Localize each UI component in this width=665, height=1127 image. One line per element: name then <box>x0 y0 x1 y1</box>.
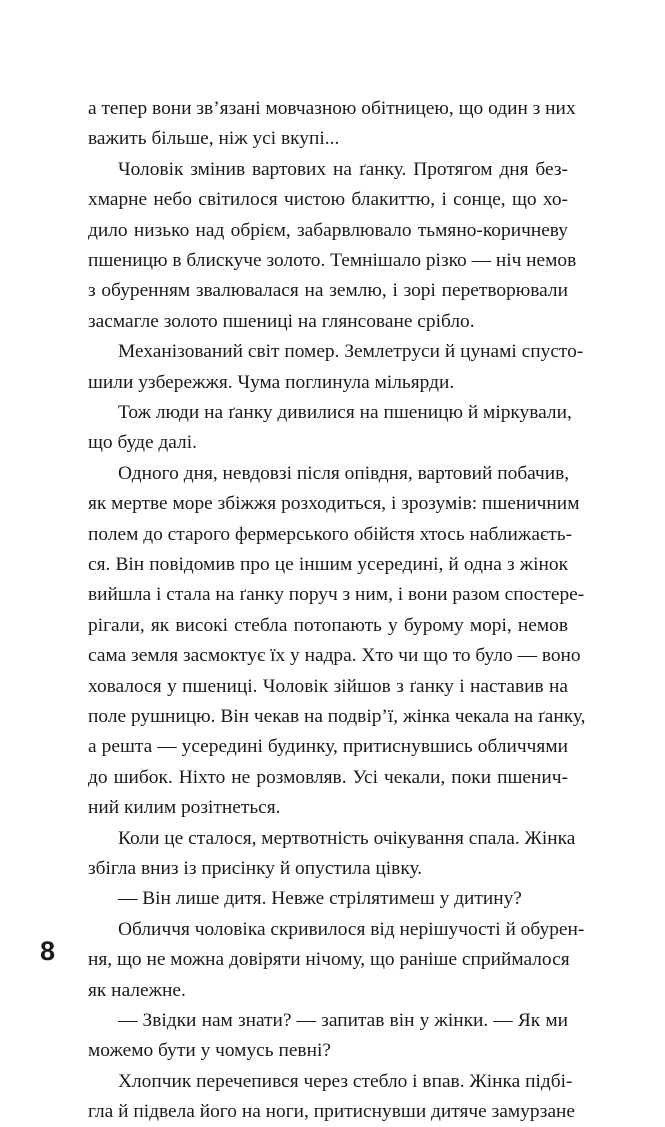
text-line: можемо бути у чомусь певні? <box>88 1040 331 1062</box>
text-line: Хлопчик перечепився через стебло і впав. Жінка підбі- <box>118 1070 573 1092</box>
text-line: як мертве море збіжжя розходиться, і зрозумів: пшеничним <box>88 493 580 515</box>
text-line: як належне. <box>88 979 186 1001</box>
text-line: полем до старого фермерського обійстя хтось наближаєть- <box>88 523 573 545</box>
text-line: а тепер вони зв’язані мовчазною обітницею, що один з них <box>88 98 576 119</box>
page-number: 8 <box>40 936 56 966</box>
text-line: дило низько над обрієм, забарвлювало тьмяно-коричневу <box>88 219 568 241</box>
text-line: гла й підвела його на ноги, притиснувши дитяче замурзане <box>88 1101 576 1123</box>
text-line: шили узбережжя. Чума поглинула мільярди. <box>88 371 455 393</box>
text-line: Одного дня, невдовзі після опівдня, вартовий побачив, <box>118 462 570 484</box>
text-line: сама земля засмоктує їх у надра. Хто чи що то було — воно <box>88 645 581 667</box>
text-line: рігали, як високі стебла потопають у бурому морі, немов <box>88 614 568 636</box>
text-line: — Він лише дитя. Невже стрілятимеш у дитину? <box>118 888 522 910</box>
text-line: ся. Він повідомив про це іншим усередині, й одна з жінок <box>88 554 568 575</box>
text-line: ний килим розітнеться. <box>88 797 281 819</box>
text-line: Чоловік змінив вартових на ґанку. Протягом дня без- <box>118 158 568 180</box>
text-line: ховалося у пшениці. Чоловік зійшов з ґанку і наставив на <box>88 675 568 697</box>
text-line: Обличчя чоловіка скривилося від нерішучості й обурен- <box>118 918 585 940</box>
text-line: до шибок. Ніхто не розмовляв. Усі чекали, поки пшенич- <box>88 766 568 788</box>
text-line: поле рушницю. Він чекав на подвір’ї, жінка чекала на ґанку, <box>88 706 586 727</box>
text-line: що буде далі. <box>88 432 197 454</box>
text-line: Механізований світ помер. Землетруси й цунамі спусто- <box>118 341 584 363</box>
text-line: важить більше, ніж усі вкупі... <box>88 128 340 150</box>
text-line: хмарне небо світилося чистою блакиттю, і сонце, що хо- <box>88 189 568 211</box>
text-line: збігла вниз із присінку й опустила цівку. <box>88 858 423 879</box>
text-line: — Звідки нам знати? — запитав він у жінки. — Як ми <box>118 1010 568 1031</box>
text-line: Коли це сталося, мертвотність очікування спала. Жінка <box>118 827 576 849</box>
text-line: пшеницю в блискуче золото. Темнішало різко — ніч немов <box>88 250 577 271</box>
text-line: з обуренням звалювалася на землю, і зорі перетворювали <box>88 280 568 302</box>
text-line: а решта — усередині будинку, притиснувшись обличчями <box>88 736 568 758</box>
text-line: засмагле золото пшениці на глянсоване срібло. <box>88 310 475 332</box>
text-line: ня, що не можна довіряти нічому, що раніше сприймалося <box>88 949 570 971</box>
text-line: Тож люди на ґанку дивилися на пшеницю й міркували, <box>118 402 572 423</box>
text-line: вийшла і стала на ґанку поруч з ним, і вони разом спостере- <box>88 584 585 606</box>
